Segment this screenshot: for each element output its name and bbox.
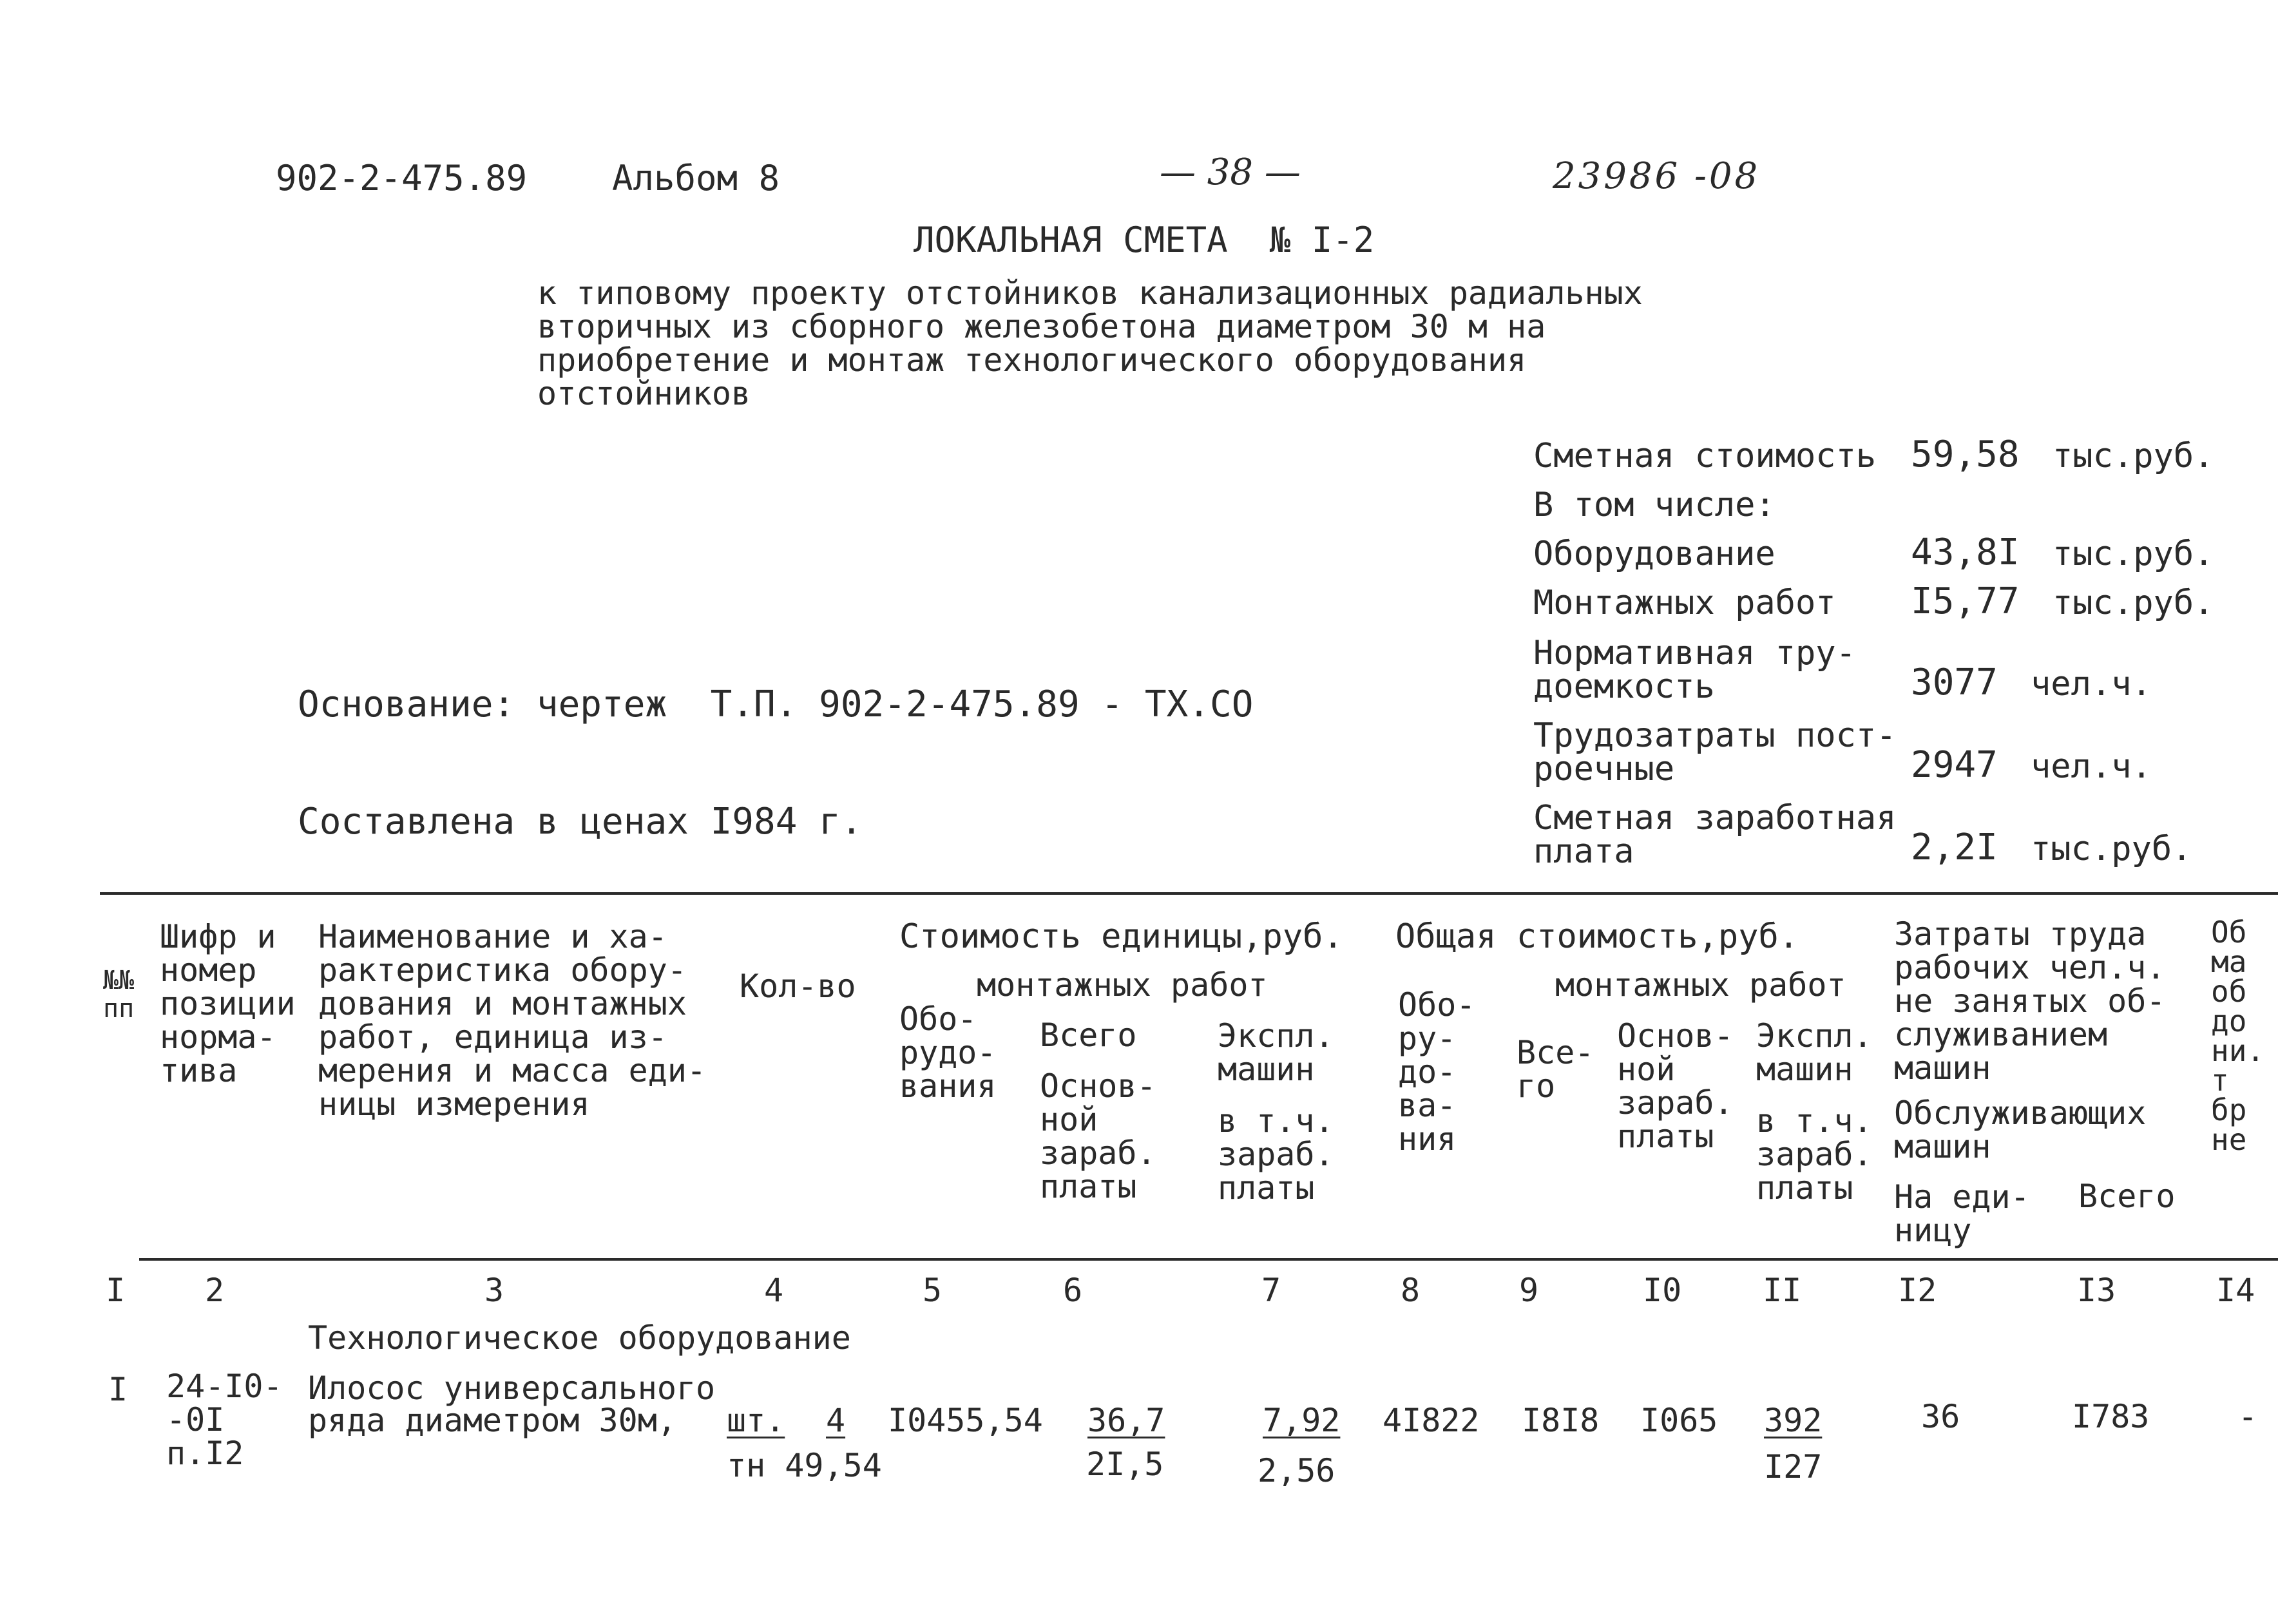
basis-line: Основание: чертеж Т.П. 902-2-475.89 - ТХ.СО	[298, 683, 1254, 725]
row-number: I	[108, 1371, 128, 1408]
header-unit-install-group: монтажных работ	[977, 966, 1268, 1004]
header-col-5: Обо- рудо- вания	[899, 1000, 997, 1105]
header-col-11b: в т.ч. зараб. платы	[1756, 1102, 1873, 1207]
header-col-9: Все- го	[1517, 1034, 1594, 1105]
header-labor-sub: Обслуживающих машин	[1894, 1094, 2147, 1165]
header-bottom-rule	[139, 1258, 2278, 1261]
summary-unit: тыс.руб.	[2053, 535, 2214, 573]
page-number: — 38 —	[1160, 151, 1301, 193]
summary-label: Монтажных работ	[1533, 584, 1836, 622]
header-col-7b: в т.ч. зараб. платы	[1218, 1102, 1334, 1207]
header-col-3: Наименование и ха- рактеристика обору- дования и монтажных работ, единица из- мерения и масса еди- ницы измерения	[318, 918, 707, 1123]
header-col-13: Всего	[2078, 1178, 2176, 1215]
column-number: II	[1763, 1272, 1802, 1309]
column-number: I	[106, 1272, 126, 1309]
header-col-6b: Основ- ной зараб. платы	[1040, 1067, 1156, 1205]
summary-label: Оборудование	[1533, 535, 1776, 573]
row-quantity: 4	[826, 1402, 846, 1439]
header-col-11a: Экспл. машин	[1756, 1017, 1873, 1088]
section-title: Технологическое оборудование	[308, 1319, 851, 1357]
column-number: 6	[1063, 1272, 1083, 1309]
header-col-14: Об ма об до ни. т бр не	[2211, 915, 2265, 1157]
row-unit-install-wage: 2I,5	[1086, 1446, 1164, 1483]
subtitle-line-3: приобретение и монтаж технологического оборудования	[537, 341, 1527, 379]
row-unit-machine: 7,92	[1263, 1402, 1341, 1439]
row-unit: шт.	[727, 1402, 785, 1439]
summary-label: Трудозатраты пост- роечные	[1533, 716, 1897, 788]
summary-label: Сметная заработная плата	[1533, 799, 1897, 871]
inventory-number: 23986 -08	[1553, 155, 1761, 197]
column-number: I4	[2216, 1272, 2255, 1309]
document-title: ЛОКАЛЬНАЯ СМЕТА № I-2	[914, 220, 1375, 260]
header-col-12: На еди- ницу	[1894, 1178, 2030, 1249]
column-number: 4	[764, 1272, 784, 1309]
header-col-6a: Всего	[1040, 1017, 1137, 1054]
summary-value: 43,8I	[1911, 531, 2020, 573]
summary-unit: чел.ч.	[2031, 665, 2152, 703]
summary-label: Нормативная тру- доемкость	[1533, 634, 1856, 706]
header-labor-group: Затраты труда рабочих чел.ч. не занятых об- служиванием машин	[1894, 915, 2166, 1087]
summary-value: 3077	[1911, 662, 1998, 703]
summary-value: I5,77	[1911, 580, 2020, 622]
summary-unit: тыс.руб.	[2053, 437, 2214, 475]
row-total-wage: I065	[1640, 1402, 1718, 1439]
row-labor-unit: 36	[1921, 1398, 1960, 1435]
summary-value: 59,58	[1911, 434, 2020, 475]
row-code: 24-I0- -0I п.I2	[166, 1368, 283, 1472]
header-unit-cost-group: Стоимость единицы,руб.	[899, 917, 1343, 956]
header-total-install-group: монтажных работ	[1555, 966, 1846, 1004]
column-number: 5	[923, 1272, 943, 1309]
column-number: I0	[1643, 1272, 1682, 1309]
summary-label: В том числе:	[1533, 486, 1776, 524]
column-number: I3	[2077, 1272, 2116, 1309]
row-name: Илосос универсального ряда диаметром 30м,	[308, 1370, 716, 1439]
price-basis-line: Составлена в ценах I984 г.	[298, 801, 863, 843]
header-col-4: Кол-во	[740, 968, 856, 1005]
document-code: 902-2-475.89	[276, 158, 528, 198]
column-number: 2	[205, 1272, 225, 1309]
header-col-2: Шифр и номер позиции норма- тива	[160, 918, 296, 1089]
row-unit-install-total: 36,7	[1087, 1402, 1165, 1439]
subtitle-line-2: вторичных из сборного железобетона диаметром 30 м на	[537, 308, 1546, 345]
row-total-machine-wage: I27	[1764, 1448, 1823, 1485]
row-col-14: -	[2238, 1398, 2258, 1435]
table-top-rule	[100, 892, 2278, 895]
row-unit-equipment: I0455,54	[888, 1402, 1043, 1439]
column-number: 9	[1519, 1272, 1539, 1309]
album-label: Альбом 8	[612, 158, 780, 198]
row-unit-machine-wage: 2,56	[1258, 1452, 1335, 1489]
header-total-cost-group: Общая стоимость,руб.	[1395, 917, 1799, 956]
summary-value: 2,2I	[1911, 826, 1998, 868]
row-total-install: I8I8	[1522, 1402, 1600, 1439]
row-total-equipment: 4I822	[1383, 1402, 1480, 1439]
summary-label: Сметная стоимость	[1533, 437, 1877, 475]
row-labor-total: I783	[2072, 1398, 2150, 1435]
column-number: I2	[1898, 1272, 1937, 1309]
subtitle-line-1: к типовому проекту отстойников канализационных радиальных	[537, 274, 1643, 312]
summary-unit: чел.ч.	[2031, 747, 2152, 786]
summary-unit: тыс.руб.	[2053, 584, 2214, 622]
column-number: 7	[1261, 1272, 1281, 1309]
header-col-1: №№ пп	[103, 966, 135, 1024]
header-col-10: Основ- ной зараб. платы	[1617, 1017, 1734, 1155]
row-total-machine: 392	[1764, 1402, 1823, 1439]
column-number: 8	[1401, 1272, 1421, 1309]
header-col-8: Обо- ру- до- ва- ния	[1398, 986, 1476, 1158]
summary-value: 2947	[1911, 744, 1998, 786]
row-mass: тн 49,54	[727, 1447, 882, 1484]
subtitle-line-4: отстойников	[537, 375, 751, 412]
header-col-7a: Экспл. машин	[1218, 1017, 1334, 1088]
column-number: 3	[484, 1272, 504, 1309]
summary-unit: тыс.руб.	[2031, 830, 2192, 868]
